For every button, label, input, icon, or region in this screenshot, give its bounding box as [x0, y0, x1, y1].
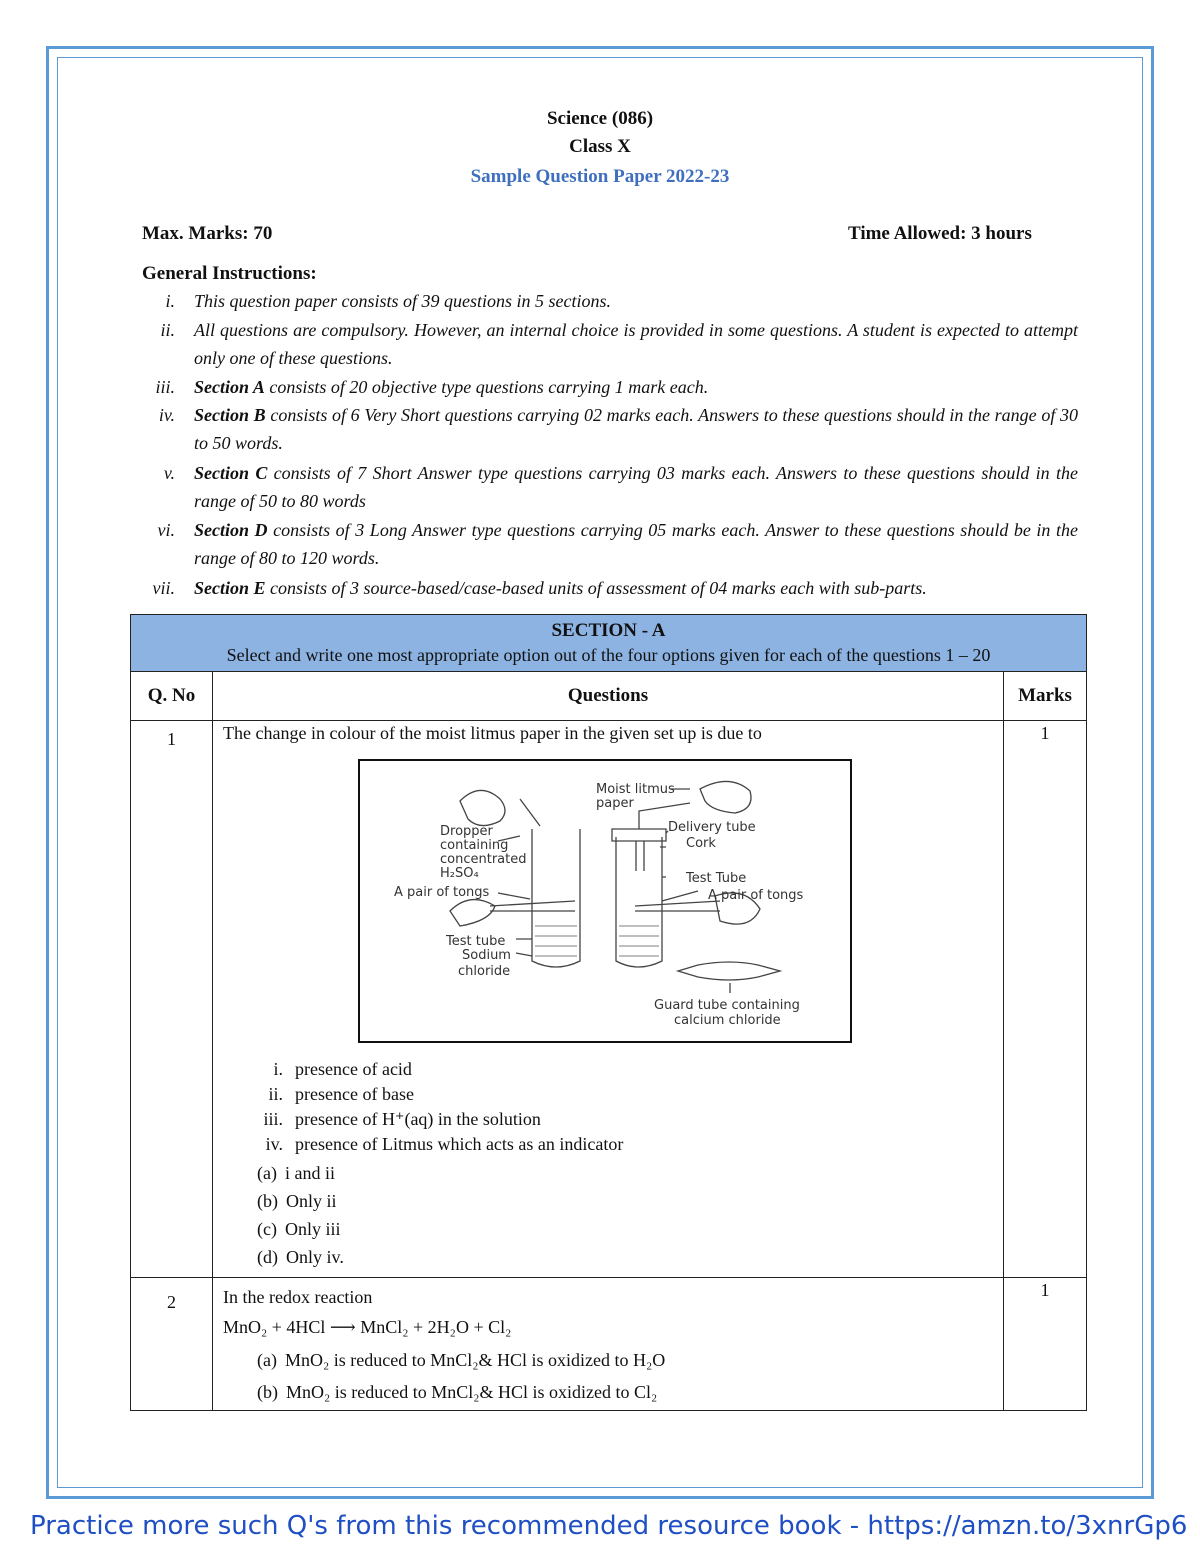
- answer-option: (d) Only iv.: [257, 1247, 344, 1267]
- question-body: [213, 1278, 1004, 1411]
- answer-option: (b) Only ii: [257, 1191, 337, 1211]
- question-number: 1: [131, 721, 213, 1278]
- question-text: The change in colour of the moist litmus paper in the given set up is due to: [223, 723, 762, 743]
- litmus-diagram: [360, 761, 850, 1041]
- col-qno: Q. No: [131, 672, 213, 721]
- instr-item: All questions are compulsory. However, an internal choice is provided in some questions. A student is expected to attempt only one of these questions.: [194, 320, 1078, 368]
- question-number: 2: [131, 1278, 213, 1411]
- question-marks: 1: [1004, 1278, 1087, 1411]
- instr-num: i.: [165, 291, 175, 311]
- instr-item: Section A consists of 20 objective type questions carrying 1 mark each.: [194, 377, 709, 397]
- questions-table: [130, 614, 1087, 1411]
- label-delivery: Delivery tube: [668, 820, 756, 835]
- table-row: [131, 721, 1087, 1278]
- instructions-title: General Instructions:: [142, 263, 317, 284]
- label-cork: Cork: [686, 836, 716, 851]
- max-marks: Max. Marks: 70: [142, 223, 273, 244]
- instr-item: This question paper consists of 39 questions in 5 sections.: [194, 291, 612, 311]
- answer-option: (a) MnO₂ is reduced to MnCl₂& HCl is oxidized to H₂O: [257, 1350, 666, 1370]
- list-item: ii. presence of base: [268, 1084, 414, 1104]
- list-item: i. presence of acid: [273, 1059, 412, 1079]
- label-paper: paper: [596, 796, 634, 811]
- options-list: [223, 1159, 993, 1271]
- label-dropper: concentrated: [440, 852, 527, 867]
- col-marks: Marks: [1004, 672, 1087, 721]
- instr-num: ii.: [160, 320, 175, 340]
- label-dropper: containing: [440, 838, 509, 853]
- label-dropper: H₂SO₄: [440, 866, 479, 881]
- instr-num: vii.: [152, 578, 175, 598]
- question-marks: 1: [1004, 721, 1087, 1278]
- litmus-setup-figure: [358, 759, 852, 1043]
- instr-num: iv.: [158, 405, 175, 425]
- subject-title: Science (086): [546, 108, 654, 129]
- equation: MnO₂ + 4HCl ⟶ MnCl₂ + 2H₂O + Cl₂: [223, 1317, 512, 1337]
- statements-list: [223, 1057, 993, 1157]
- class-title: Class X: [569, 136, 631, 157]
- instr-item: Section D consists of 3 Long Answer type questions carrying 05 marks each. Answer to these questions should be in the range of 80 to 120 words.: [194, 520, 1078, 568]
- label-guard: Guard tube containing: [654, 998, 800, 1013]
- time-allowed: Time Allowed: 3 hours: [848, 223, 1032, 244]
- instr-num: v.: [163, 463, 175, 483]
- label-guard: calcium chloride: [674, 1013, 781, 1028]
- question-text: In the redox reaction: [223, 1287, 373, 1307]
- answer-option: (b) MnO₂ is reduced to MnCl₂& HCl is oxidized to Cl₂: [257, 1382, 658, 1402]
- instr-item: Section B consists of 6 Very Short questions carrying 02 marks each. Answers to these questions should in the range of 30 to 50 words.: [194, 405, 1078, 453]
- label-moist: Moist litmus: [596, 782, 675, 797]
- answer-option: (a) i and ii: [257, 1163, 335, 1183]
- label-sodium: Sodium: [462, 948, 511, 963]
- instr-num: iii.: [155, 377, 175, 397]
- list-item: iii. presence of H⁺(aq) in the solution: [263, 1109, 541, 1129]
- instr-num: vi.: [157, 520, 175, 540]
- instr-item: Section C consists of 7 Short Answer type questions carrying 03 marks each. Answers to these questions should in the range of 50 to 80 words: [194, 463, 1079, 511]
- paper-title: Sample Question Paper 2022-23: [470, 166, 730, 187]
- list-item: iv. presence of Litmus which acts as an indicator: [265, 1134, 624, 1154]
- label-chloride: chloride: [458, 964, 511, 979]
- section-subtitle: Select and write one most appropriate option out of the four options given for each of the questions 1 – 20: [226, 645, 991, 665]
- answer-option: (c) Only iii: [257, 1219, 341, 1239]
- label-dropper: Dropper: [440, 824, 493, 839]
- label-test-tube-right: Test Tube: [686, 871, 747, 886]
- section-header: [131, 615, 1087, 672]
- options-list: [223, 1344, 993, 1408]
- footer-promo-link[interactable]: Practice more such Q's from this recommended resource book - https://amzn.to/3xnrGp6: [30, 1511, 1188, 1541]
- section-title: SECTION - A: [551, 620, 666, 641]
- label-tongs-right: A pair of tongs: [708, 888, 804, 903]
- instr-item: Section E consists of 3 source-based/case-based units of assessment of 04 marks each with sub-parts.: [194, 578, 927, 598]
- question-body: [213, 721, 1004, 1278]
- table-row: [131, 1278, 1087, 1411]
- label-tongs-left: A pair of tongs: [394, 885, 490, 900]
- label-test-tube-left: Test tube: [446, 934, 506, 949]
- col-questions: Questions: [213, 672, 1004, 721]
